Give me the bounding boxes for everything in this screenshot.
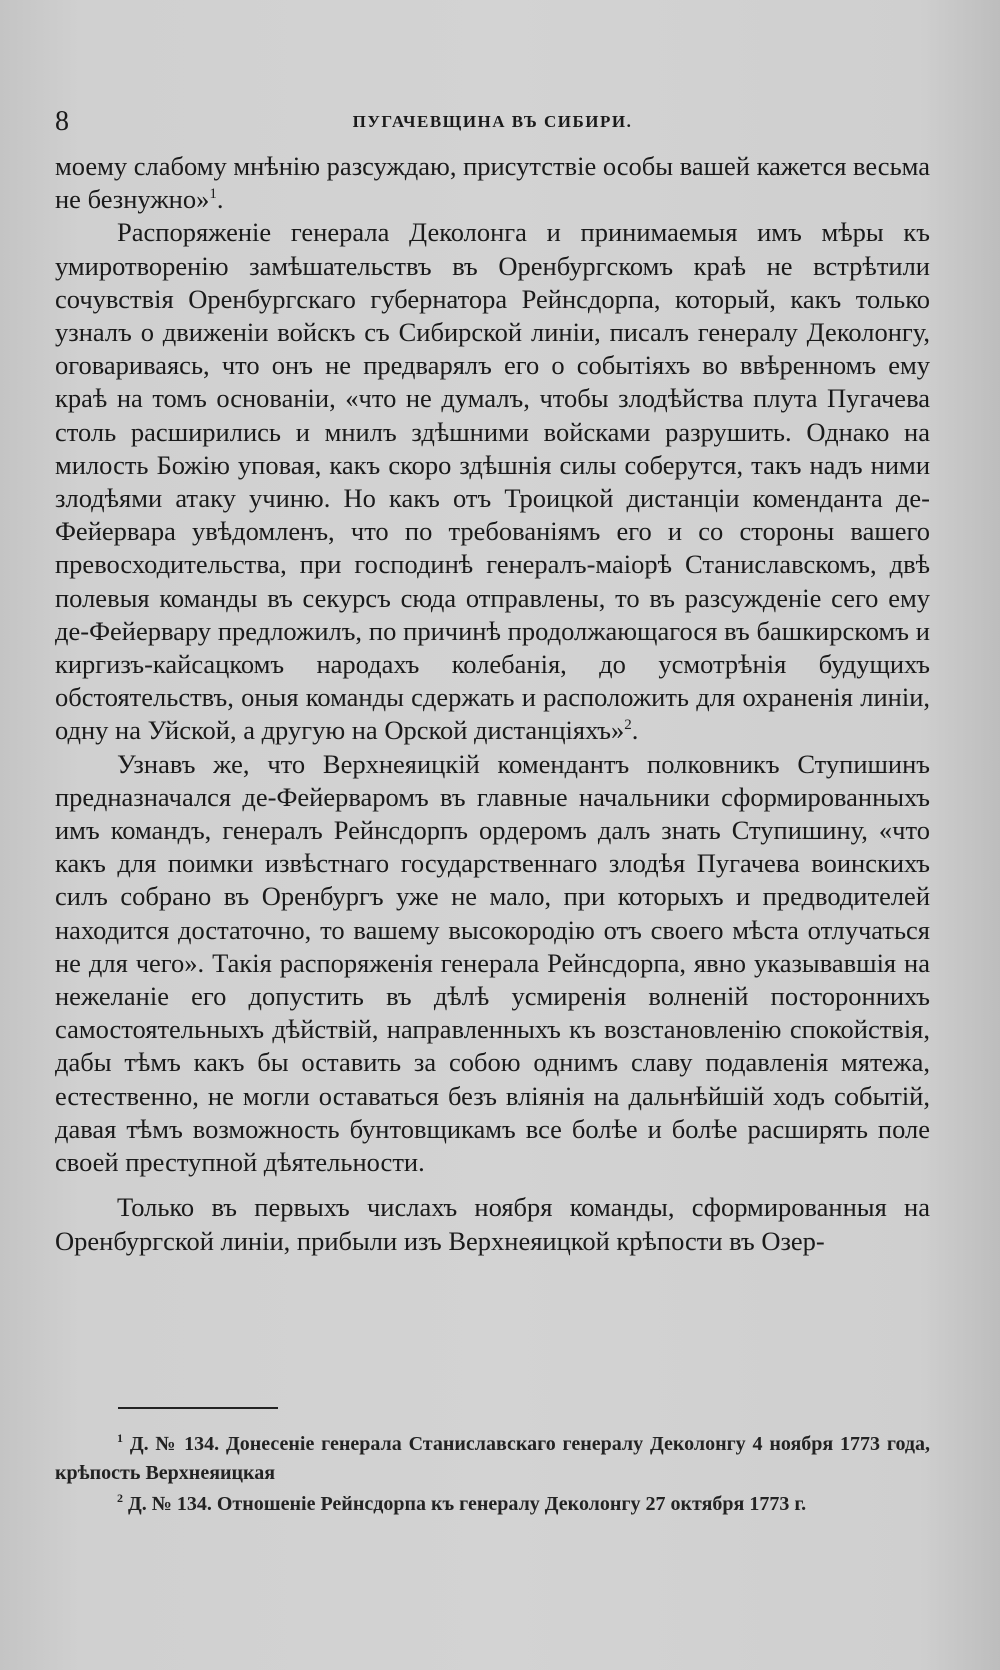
footnote-reference: 1 — [209, 186, 217, 203]
body-text — [55, 150, 930, 1258]
footnote — [55, 1490, 930, 1519]
page-header — [55, 100, 930, 140]
footnote — [55, 1430, 930, 1488]
paragraph-end: . — [216, 184, 224, 215]
footnote-text: Д. № 134. Донесеніе генерала Станиславскаго генералу Деколонгу 4 ноября 1773 года, крѣпость Верхнеяицкая — [55, 1433, 930, 1484]
paragraph: Узнавъ же, что Верхнеяицкій комендантъ полковникъ Ступишинъ предназначался де-Фейерваромъ въ главные начальники сформированныхъ имъ командъ, генералъ Рейнсдорпъ ордеромъ далъ знать Ступишину, «что какъ для поимки извѣстнаго государственнаго злодѣя Пугачева воинскихъ силъ собрано въ Оренбургъ уже не мало, при которыхъ и предводителей находится достаточно, то вашему высокородію отъ своего мѣста отлучаться не для чего». Такія распоряженія генерала Рейнсдорпа, явно указывавшія на нежеланіе его допустить въ дѣлѣ усмиренія волненій постороннихъ самостоятельныхъ дѣйствій, направленныхъ къ возстановленію спокойствія, дабы тѣмъ какъ бы оставить за собою однимъ славу подавленія мятежа, естественно, не могли оставаться безъ вліянія на дальнѣйшій ходъ событій, давая тѣмъ возможность бунтовщикамъ все болѣе и болѣе расширять поле своей преступной дѣятельности. — [55, 748, 930, 1178]
footnote-mark: 1 — [117, 1431, 123, 1445]
footnote-reference: 2 — [624, 717, 632, 734]
paragraph — [55, 216, 930, 747]
paragraph-end: . — [631, 715, 639, 746]
footnote-divider — [118, 1407, 278, 1409]
footnotes — [55, 1430, 930, 1519]
page-number: 8 — [55, 106, 69, 137]
paragraph-text: моему слабому мнѣнію разсуждаю, присутствіе особы вашей кажется весьма не безнужно» — [55, 151, 931, 215]
paragraph-text: Распоряженіе генерала Деколонга и принимаемыя имъ мѣры къ умиротворенію замѣшательствъ въ Оренбургскомъ краѣ не встрѣтили сочувствія Оренбургскаго губернатора Рейнсдорпа, который, какъ только узналъ о движеніи войскъ съ Сибирской линіи, писалъ генералу Деколонгу, оговариваясь, что онъ не предварялъ его о событіяхъ во ввѣренномъ ему краѣ на томъ основаніи, «что не думалъ, чтобы злодѣйства плута Пугачева столь расширились и мнилъ здѣшними войсками разрушить. Однако на милость Божію уповая, какъ скоро здѣшнія силы соберутся, такъ надъ ними злодѣями атаку учиню. Но какъ отъ Троицкой дистанціи коменданта де-Фейервара увѣдомленъ, что по требованіямъ его и со стороны вашего превосходительства, при господинѣ генералъ-маіорѣ Станиславскомъ, двѣ полевыя команды въ секурсъ сюда отправлены, то въ разсужденіе сего ему де-Фейервару предложилъ, по причинѣ продолжающагося въ башкирскомъ и киргизъ-кайсацкомъ народахъ колебанія, до усмотрѣнія будущихъ обстоятельствъ, оныя команды сдержать и расположить для охраненія линіи, одну на Уйской, а другую на Орской дистанціяхъ» — [55, 217, 930, 746]
running-title: ПУГАЧЕВЩИНА ВЪ СИБИРИ. — [352, 112, 633, 131]
footnote-mark: 2 — [117, 1491, 123, 1505]
paragraph — [55, 150, 930, 216]
paragraph: Только въ первыхъ числахъ ноября команды, сформированныя на Оренбургской линіи, прибыли изъ Верхнеяицкой крѣпости въ Озер- — [55, 1192, 930, 1256]
footnote-text: Д. № 134. Отношеніе Рейнсдорпа къ генералу Деколонгу 27 октября 1773 г. — [128, 1493, 807, 1515]
